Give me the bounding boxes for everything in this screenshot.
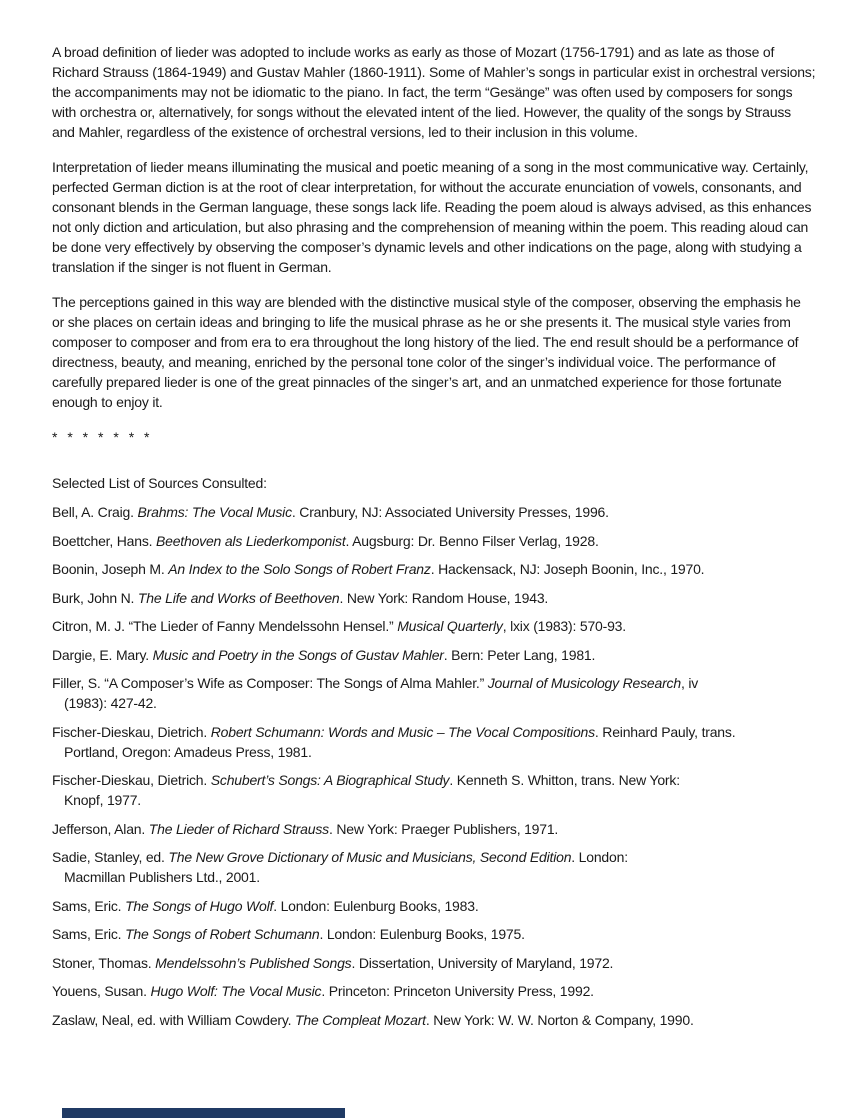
bib-text: . New York: W. W. Norton & Company, 1990. bbox=[425, 1011, 694, 1028]
bib-title-italic: The Lieder of Richard Strauss bbox=[148, 820, 329, 837]
bib-text: Fischer-Dieskau, Dietrich. bbox=[52, 772, 211, 788]
bibliography-entry bbox=[52, 588, 816, 608]
bib-title-italic: Brahms: The Vocal Music bbox=[137, 504, 292, 520]
bibliography-entry bbox=[52, 981, 816, 1001]
bibliography-entry bbox=[52, 531, 816, 551]
bib-text: (1983): 427-42. bbox=[64, 695, 157, 711]
bib-title-italic: Music and Poetry in the Songs of Gustav Mahler bbox=[152, 646, 444, 663]
bib-text: Boonin, Joseph M. bbox=[52, 561, 169, 577]
bib-text: Bell, A. Craig. bbox=[52, 504, 138, 520]
bib-text: Sams, Eric. bbox=[52, 897, 126, 914]
bibliography-entry bbox=[52, 645, 816, 665]
bibliography-entry bbox=[52, 847, 816, 887]
bib-text: . Kenneth S. Whitton, trans. New York: bbox=[449, 772, 680, 788]
bibliography-entry bbox=[52, 616, 816, 636]
bibliography-entry bbox=[52, 1010, 816, 1030]
bib-text: . Augsburg: Dr. Benno Filser Verlag, 1928. bbox=[345, 532, 599, 549]
bib-text: . London: bbox=[571, 849, 628, 865]
bib-title-italic: Musical Quarterly bbox=[397, 618, 503, 634]
bib-title-italic: Mendelssohn’s Published Songs bbox=[155, 954, 352, 971]
bib-text: . New York: Random House, 1943. bbox=[339, 589, 549, 606]
bib-title-italic: Robert Schumann: Words and Music – The Vocal Compositions bbox=[210, 723, 595, 740]
bib-title-italic: Hugo Wolf: The Vocal Music bbox=[150, 983, 322, 999]
bib-text: Portland, Oregon: Amadeus Press, 1981. bbox=[64, 743, 312, 760]
sources-heading: Selected List of Sources Consulted: bbox=[52, 475, 267, 491]
bib-text: Jefferson, Alan. bbox=[52, 820, 149, 837]
intro-paragraph: The perceptions gained in this way are blended with the distinctive musical style of the composer, observing the emphasis he or she places on certain ideas and bringing to life the musical phrase as he or she presents it. The musical style varies from composer to composer and from era to era throughout the long history of the lied. The end result should be a performance of directness, beauty, and meaning, enriched by the personal tone color of the singer’s individual voice. The performance of carefully prepared lieder is one of the great pinnacles of the singer’s art, and an unmatched experience for those fortunate enough to enjoy it. bbox=[52, 294, 801, 410]
bib-title-italic: The Life and Works of Beethoven bbox=[137, 589, 340, 606]
bib-title-italic: The New Grove Dictionary of Music and Musicians, Second Edition bbox=[168, 849, 572, 865]
bib-text: , iv bbox=[680, 675, 699, 691]
bib-text: Knopf, 1977. bbox=[64, 792, 141, 808]
bib-title-italic: The Compleat Mozart bbox=[295, 1011, 426, 1028]
bibliography-entry bbox=[52, 953, 816, 973]
bib-text: Citron, M. J. “The Lieder of Fanny Mendelssohn Hensel.” bbox=[52, 618, 398, 634]
bib-text: Burk, John N. bbox=[52, 589, 138, 606]
bibliography-entry bbox=[52, 819, 816, 839]
bib-text: Sadie, Stanley, ed. bbox=[52, 849, 169, 865]
bib-text: Sams, Eric. bbox=[52, 926, 126, 942]
bib-text: Macmillan Publishers Ltd., 2001. bbox=[64, 869, 260, 885]
bibliography-entry bbox=[52, 502, 816, 522]
intro-paragraph: Interpretation of lieder means illuminating the musical and poetic meaning of a song in the most communicative way. Certainly, perfected German diction is at the root of clear interpretation, for without the accurate enunciation of vowels, consonants, and consonant blends in the German language, these songs lack life. Reading the poem aloud is always advised, as this enhances not only diction and articulation, but also phrasing and the comprehension of meaning within the poem. This reading aloud can be done very effectively by observing the composer’s dynamic levels and other indications on the page, along with studying a translation if the singer is not fluent in German. bbox=[52, 159, 812, 275]
bibliography-entry bbox=[52, 924, 816, 944]
bibliography-entry bbox=[52, 559, 816, 579]
bib-text: Youens, Susan. bbox=[52, 983, 151, 999]
bibliography-entry bbox=[52, 673, 816, 713]
bib-text: . Bern: Peter Lang, 1981. bbox=[443, 646, 596, 663]
bib-title-italic: The Songs of Hugo Wolf bbox=[125, 897, 274, 914]
bib-text: Stoner, Thomas. bbox=[52, 954, 156, 971]
bib-text: Boettcher, Hans. bbox=[52, 532, 156, 549]
bibliography-entry bbox=[52, 896, 816, 916]
page-bottom-bar bbox=[62, 1108, 345, 1118]
bib-text: Dargie, E. Mary. bbox=[52, 646, 153, 663]
bib-title-italic: Schubert’s Songs: A Biographical Study bbox=[210, 772, 450, 788]
bib-text: . Reinhard Pauly, trans. bbox=[594, 723, 736, 740]
bib-text: Fischer-Dieskau, Dietrich. bbox=[52, 723, 211, 740]
bib-title-italic: An Index to the Solo Songs of Robert Franz bbox=[168, 561, 431, 577]
bibliography-entry bbox=[52, 722, 816, 762]
bib-text: Filler, S. “A Composer’s Wife as Composer: The Songs of Alma Mahler.” bbox=[52, 675, 488, 691]
bib-text: . London: Eulenburg Books, 1983. bbox=[273, 897, 479, 914]
bib-text: . Hackensack, NJ: Joseph Boonin, Inc., 1970. bbox=[430, 561, 705, 577]
bib-text: , lxix (1983): 570-93. bbox=[502, 618, 626, 634]
bib-text: . Princeton: Princeton University Press, 1992. bbox=[321, 983, 594, 999]
bib-text: . Cranbury, NJ: Associated University Presses, 1996. bbox=[291, 504, 609, 520]
section-divider-asterisks: * * * * * * * bbox=[52, 429, 153, 445]
bibliography-list bbox=[52, 502, 816, 1030]
bib-text: . London: Eulenburg Books, 1975. bbox=[319, 926, 525, 942]
intro-paragraph: A broad definition of lieder was adopted to include works as early as those of Mozart (1756-1791) and as late as those of Richard Strauss (1864-1949) and Gustav Mahler (1860-1911). Some of Mahler’s songs in particular exist in orchestral versions; the accompaniments may not be idiomatic to the piano. In fact, the term “Gesänge” was often used by composers for songs with orchestra or, alternatively, for songs without the elevated intent of the lied. However, the quality of the songs by Strauss and Mahler, regardless of the existence of orchestral versions, led to their inclusion in this volume. bbox=[52, 44, 816, 140]
bib-title-italic: The Songs of Robert Schumann bbox=[125, 926, 320, 942]
bibliography-entry bbox=[52, 770, 816, 810]
bib-title-italic: Journal of Musicology Research bbox=[487, 675, 681, 691]
bib-text: Zaslaw, Neal, ed. with William Cowdery. bbox=[52, 1011, 296, 1028]
bib-title-italic: Beethoven als Liederkomponist bbox=[156, 532, 346, 549]
intro-section bbox=[52, 42, 816, 412]
bib-text: . Dissertation, University of Maryland, 1972. bbox=[351, 954, 614, 971]
bib-text: . New York: Praeger Publishers, 1971. bbox=[328, 820, 559, 837]
